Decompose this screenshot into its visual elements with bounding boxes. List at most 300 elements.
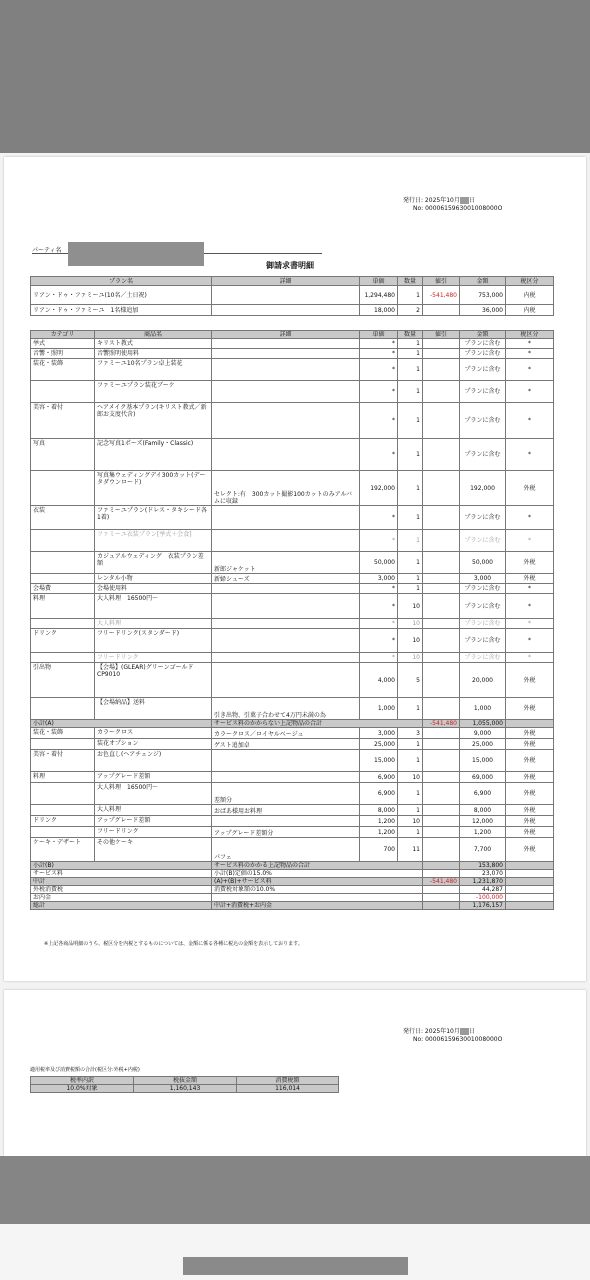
- table-cell: [31, 653, 95, 663]
- table-cell: [31, 827, 95, 838]
- table-cell: 700: [360, 838, 398, 862]
- table-cell: ファミーユプラン装花ブーケ: [95, 381, 212, 403]
- table-cell: パフェ: [212, 838, 360, 862]
- table-cell: *: [506, 629, 554, 653]
- table-cell: *: [360, 629, 398, 653]
- item-row: [31, 574, 554, 584]
- table-cell: [423, 902, 460, 910]
- tax-header-cell: 消費税額: [237, 1077, 339, 1085]
- table-cell: [31, 530, 95, 552]
- table-cell: [423, 381, 460, 403]
- table-cell: 1: [398, 783, 423, 805]
- table-cell: [423, 574, 460, 584]
- table-cell: [423, 728, 460, 739]
- table-cell: 1: [398, 339, 423, 349]
- table-cell: 7,700: [460, 838, 506, 862]
- item-row: [31, 838, 554, 862]
- table-cell: [423, 816, 460, 827]
- table-cell: *: [506, 359, 554, 381]
- table-cell: 50,000: [460, 552, 506, 574]
- table-cell: ファミーユ10名プラン卓上装花: [95, 359, 212, 381]
- table-cell: [212, 349, 360, 359]
- tax-summary-title: 適用税率及び消費税額の合計(税区分:外税+内税): [30, 1067, 140, 1073]
- table-cell: [212, 359, 360, 381]
- table-cell: 値引: [423, 277, 460, 286]
- table-cell: 1: [398, 381, 423, 403]
- item-row: [31, 698, 554, 720]
- table-cell: 小計(B): [31, 862, 212, 870]
- table-cell: プラン名: [31, 277, 212, 286]
- table-cell: レンタル小物: [95, 574, 212, 584]
- table-cell: プランに含む: [460, 381, 506, 403]
- plan-row: [31, 286, 554, 305]
- table-cell: 1,200: [360, 816, 398, 827]
- table-cell: [423, 530, 460, 552]
- table-cell: プランに含む: [460, 629, 506, 653]
- table-cell: *: [506, 619, 554, 629]
- table-cell: 大人料理 16500円〜: [95, 783, 212, 805]
- table-cell: ファミーユプラン(ドレス・タキシード各1着): [95, 506, 212, 530]
- table-cell: [423, 663, 460, 698]
- table-cell: [506, 878, 554, 886]
- table-cell: サービス料: [31, 870, 212, 878]
- table-cell: カテゴリ: [31, 331, 95, 339]
- table-cell: [212, 403, 360, 439]
- table-cell: *: [360, 439, 398, 471]
- table-cell: [212, 506, 360, 530]
- total-row: [31, 878, 554, 886]
- table-cell: [212, 584, 360, 594]
- item-row: [31, 339, 554, 349]
- table-cell: 大人料理: [95, 805, 212, 816]
- scroll-handle[interactable]: [183, 1257, 408, 1275]
- issue-date-2: 発行日: 2025年10月: [403, 1028, 460, 1035]
- table-cell: *: [360, 403, 398, 439]
- table-cell: [506, 894, 554, 902]
- table-cell: 6,900: [460, 783, 506, 805]
- table-cell: 2: [398, 305, 423, 316]
- table-cell: 金額: [460, 277, 506, 286]
- table-cell: [423, 870, 460, 878]
- table-cell: [423, 506, 460, 530]
- table-cell: 1,000: [460, 698, 506, 720]
- party-label: パーティ名: [32, 247, 62, 254]
- table-cell: [212, 894, 423, 902]
- table-cell: 1,055,000: [460, 720, 506, 728]
- table-cell: 753,000: [460, 286, 506, 305]
- table-cell: 単価: [360, 331, 398, 339]
- table-cell: [506, 902, 554, 910]
- table-cell: *: [360, 619, 398, 629]
- table-cell: [31, 574, 95, 584]
- table-cell: 値引: [423, 331, 460, 339]
- table-cell: 写真集ウェディングデイ300カット(データダウンロード): [95, 471, 212, 506]
- table-cell: プランに含む: [460, 506, 506, 530]
- table-cell: [31, 783, 95, 805]
- table-cell: 料理: [31, 594, 95, 619]
- table-cell: 差額分: [212, 783, 360, 805]
- table-cell: [423, 783, 460, 805]
- table-cell: 衣装: [31, 506, 95, 530]
- table-cell: *: [506, 594, 554, 619]
- redaction-block-2: [460, 1028, 469, 1035]
- table-cell: フリードリンク(スタンダード): [95, 629, 212, 653]
- table-cell: 税区分: [506, 277, 554, 286]
- item-row: [31, 827, 554, 838]
- table-cell: [423, 552, 460, 574]
- table-cell: アップグレード差額分: [212, 827, 360, 838]
- table-cell: 50,000: [360, 552, 398, 574]
- item-row: [31, 772, 554, 783]
- table-cell: [212, 381, 360, 403]
- table-cell: [212, 439, 360, 471]
- table-cell: プランに含む: [460, 339, 506, 349]
- table-cell: プランに含む: [460, 619, 506, 629]
- table-cell: 装花・装飾: [31, 728, 95, 739]
- table-cell: [423, 619, 460, 629]
- item-row: [31, 728, 554, 739]
- table-cell: ドリンク: [31, 816, 95, 827]
- table-cell: 内税: [506, 286, 554, 305]
- table-cell: ヘアメイク基本プラン(キリスト教式／新郎お支度代含): [95, 403, 212, 439]
- table-cell: *: [360, 530, 398, 552]
- table-cell: 会場使用料: [95, 584, 212, 594]
- table-cell: [31, 471, 95, 506]
- table-cell: 12,000: [460, 816, 506, 827]
- table-cell: 外税: [506, 552, 554, 574]
- table-cell: アップグレード差額: [95, 816, 212, 827]
- table-cell: 18,000: [360, 305, 398, 316]
- item-row: [31, 783, 554, 805]
- table-cell: 20,000: [460, 663, 506, 698]
- table-cell: 1: [398, 739, 423, 750]
- table-cell: 36,000: [460, 305, 506, 316]
- total-row: [31, 902, 554, 910]
- table-cell: *: [360, 584, 398, 594]
- table-cell: 1,176,157: [460, 902, 506, 910]
- table-cell: *: [506, 439, 554, 471]
- table-cell: キリスト教式: [95, 339, 212, 349]
- table-cell: ドリンク: [31, 629, 95, 653]
- table-cell: プランに含む: [460, 403, 506, 439]
- table-cell: ゲスト追加卓: [212, 739, 360, 750]
- issue-date-suffix-2: 日: [468, 1028, 475, 1035]
- table-cell: 8,000: [460, 805, 506, 816]
- item-row: [31, 403, 554, 439]
- tax-cell: 1,160,143: [134, 1085, 237, 1093]
- table-cell: [212, 663, 360, 698]
- table-cell: -541,480: [423, 286, 460, 305]
- plan-row: [31, 305, 554, 316]
- item-row: [31, 349, 554, 359]
- table-cell: -100,000: [460, 894, 506, 902]
- table-cell: [212, 286, 360, 305]
- table-cell: 1: [398, 698, 423, 720]
- table-cell: [423, 471, 460, 506]
- table-cell: カジュアルウェディング 衣装プラン差額: [95, 552, 212, 574]
- table-cell: プランに含む: [460, 439, 506, 471]
- table-cell: [31, 698, 95, 720]
- table-cell: [31, 381, 95, 403]
- document-title: 御請求書明細: [266, 261, 314, 270]
- table-cell: 3: [398, 728, 423, 739]
- table-cell: 新郎ジャケット: [212, 552, 360, 574]
- table-cell: カラークロス: [95, 728, 212, 739]
- item-row: [31, 629, 554, 653]
- table-cell: 44,287: [460, 886, 506, 894]
- table-cell: プランに含む: [460, 653, 506, 663]
- table-cell: プランに含む: [460, 359, 506, 381]
- table-cell: [423, 772, 460, 783]
- table-cell: *: [360, 339, 398, 349]
- table-cell: [423, 827, 460, 838]
- table-cell: *: [360, 506, 398, 530]
- table-cell: 10: [398, 594, 423, 619]
- table-cell: *: [360, 349, 398, 359]
- table-cell: 外税: [506, 739, 554, 750]
- table-cell: [31, 619, 95, 629]
- table-cell: 1: [398, 827, 423, 838]
- table-cell: [423, 594, 460, 619]
- table-cell: 新婦シューズ: [212, 574, 360, 584]
- table-cell: [212, 339, 360, 349]
- table-cell: [423, 739, 460, 750]
- subtotal-a-row: [31, 720, 554, 728]
- table-cell: 【会場納品】送料: [95, 698, 212, 720]
- table-cell: (A)+(B)+サービス料: [212, 878, 423, 886]
- table-cell: 音響・照明: [31, 349, 95, 359]
- item-row: [31, 805, 554, 816]
- total-row: [31, 886, 554, 894]
- table-cell: 6,900: [360, 783, 398, 805]
- table-cell: 1: [398, 403, 423, 439]
- table-cell: 総計: [31, 902, 212, 910]
- table-cell: [212, 653, 360, 663]
- item-row: [31, 439, 554, 471]
- table-cell: 数量: [398, 277, 423, 286]
- table-cell: 料理: [31, 772, 95, 783]
- table-cell: 10: [398, 816, 423, 827]
- item-row: [31, 471, 554, 506]
- table-cell: [31, 805, 95, 816]
- table-cell: [423, 349, 460, 359]
- table-cell: 数量: [398, 331, 423, 339]
- table-cell: *: [360, 653, 398, 663]
- table-cell: 中計+消費税+お内金: [212, 902, 423, 910]
- table-cell: 税区分: [506, 331, 554, 339]
- table-cell: [423, 838, 460, 862]
- table-cell: フリードリンク: [95, 827, 212, 838]
- table-cell: 25,000: [460, 739, 506, 750]
- invoice-page-2: [4, 990, 586, 1156]
- table-cell: *: [506, 506, 554, 530]
- table-cell: 192,000: [460, 471, 506, 506]
- table-cell: 3,000: [360, 728, 398, 739]
- item-row: [31, 530, 554, 552]
- table-cell: お色直し(ヘアチェンジ): [95, 750, 212, 772]
- table-cell: 1,000: [360, 698, 398, 720]
- table-cell: 1,200: [360, 827, 398, 838]
- item-row: [31, 653, 554, 663]
- table-cell: お内金: [31, 894, 212, 902]
- table-cell: [423, 584, 460, 594]
- table-cell: *: [506, 381, 554, 403]
- table-cell: ケーキ・デザート: [31, 838, 95, 862]
- table-cell: *: [360, 594, 398, 619]
- table-cell: 装花・装飾: [31, 359, 95, 381]
- table-cell: 外税: [506, 816, 554, 827]
- table-cell: 外税: [506, 827, 554, 838]
- total-row: [31, 894, 554, 902]
- table-cell: 単価: [360, 277, 398, 286]
- invoice-page-1: [4, 157, 586, 981]
- table-cell: 192,000: [360, 471, 398, 506]
- table-cell: [423, 339, 460, 349]
- tax-summary-table: [30, 1076, 339, 1093]
- table-cell: 1: [398, 439, 423, 471]
- table-cell: 中計: [31, 878, 212, 886]
- table-cell: [423, 805, 460, 816]
- item-row: [31, 584, 554, 594]
- issue-info-2: [403, 1028, 502, 1044]
- table-cell: 1: [398, 286, 423, 305]
- table-cell: 外税: [506, 574, 554, 584]
- table-cell: 1: [398, 471, 423, 506]
- table-cell: 消費税対象額の10.0%: [212, 886, 423, 894]
- tax-header-cell: 税抜金額: [134, 1077, 237, 1085]
- table-cell: [31, 552, 95, 574]
- table-cell: *: [506, 349, 554, 359]
- table-cell: 挙式: [31, 339, 95, 349]
- item-row: [31, 552, 554, 574]
- tax-header-row: [31, 1077, 339, 1085]
- table-cell: *: [506, 653, 554, 663]
- table-cell: [506, 720, 554, 728]
- table-cell: 装花オプション: [95, 739, 212, 750]
- table-cell: [423, 653, 460, 663]
- issue-info: [403, 197, 502, 213]
- table-cell: [423, 894, 460, 902]
- table-cell: 8,000: [360, 805, 398, 816]
- table-cell: 小計(A): [31, 720, 212, 728]
- table-cell: -541,480: [423, 878, 460, 886]
- table-cell: 9,000: [460, 728, 506, 739]
- table-cell: 外税: [506, 728, 554, 739]
- table-cell: [423, 886, 460, 894]
- table-cell: [212, 772, 360, 783]
- top-dark-bar: [0, 0, 590, 153]
- table-cell: 外税: [506, 750, 554, 772]
- item-row: [31, 594, 554, 619]
- table-cell: セレクト:有 300カット撮影100カットのみアルバムに収録: [212, 471, 360, 506]
- bottom-dark-bar: [0, 1156, 590, 1224]
- table-cell: *: [360, 359, 398, 381]
- tax-header-cell: 税率内訳: [31, 1077, 134, 1085]
- table-cell: サービス料のかかる上記物品の合計: [212, 862, 423, 870]
- plan-header-row: [31, 277, 554, 286]
- item-row: [31, 739, 554, 750]
- table-cell: 1: [398, 574, 423, 584]
- table-cell: [506, 870, 554, 878]
- table-cell: *: [360, 381, 398, 403]
- table-cell: [423, 359, 460, 381]
- table-cell: *: [506, 584, 554, 594]
- table-cell: 小計(B)定価の15.0%: [212, 870, 423, 878]
- table-cell: 4,000: [360, 663, 398, 698]
- table-cell: 外税: [506, 471, 554, 506]
- table-cell: 10: [398, 772, 423, 783]
- table-cell: 引き出物、引菓子合わせて4万円未満の為: [212, 698, 360, 720]
- item-row: [31, 816, 554, 827]
- table-cell: [423, 305, 460, 316]
- table-cell: 外税消費税: [31, 886, 212, 894]
- issue-date: 発行日: 2025年10月: [403, 197, 460, 204]
- table-cell: 【会場】(GLEAR)グリーンゴールドCP9010: [95, 663, 212, 698]
- table-cell: 大人料理: [95, 619, 212, 629]
- table-cell: [212, 750, 360, 772]
- table-cell: [423, 439, 460, 471]
- table-cell: 153,800: [460, 862, 506, 870]
- document-number: No: 0000615963001008000O: [413, 205, 503, 212]
- table-cell: 金額: [460, 331, 506, 339]
- table-cell: [423, 750, 460, 772]
- table-cell: 外税: [506, 698, 554, 720]
- table-cell: [423, 862, 460, 870]
- table-cell: [212, 530, 360, 552]
- plan-table: [30, 276, 554, 316]
- table-cell: [212, 816, 360, 827]
- table-cell: 内税: [506, 305, 554, 316]
- table-cell: 外税: [506, 838, 554, 862]
- table-cell: リアン・ドゥ・ファミーユ 1名様追加: [31, 305, 212, 316]
- table-cell: [423, 698, 460, 720]
- table-cell: [212, 619, 360, 629]
- table-cell: 写真: [31, 439, 95, 471]
- table-cell: 25,000: [360, 739, 398, 750]
- table-cell: フリードリンク: [95, 653, 212, 663]
- table-cell: 10: [398, 653, 423, 663]
- table-cell: 1: [398, 552, 423, 574]
- table-cell: プランに含む: [460, 349, 506, 359]
- table-cell: リアン・ドゥ・ファミーユ(10名／土日祝): [31, 286, 212, 305]
- item-row: [31, 750, 554, 772]
- table-cell: 3,000: [460, 574, 506, 584]
- table-cell: 1,200: [460, 827, 506, 838]
- item-row: [31, 381, 554, 403]
- table-cell: [212, 594, 360, 619]
- table-cell: 5: [398, 663, 423, 698]
- items-header-row: [31, 331, 554, 339]
- table-cell: 美容・着付: [31, 750, 95, 772]
- table-cell: 記念写真1ポーズ(Family・Classic): [95, 439, 212, 471]
- table-cell: 1: [398, 584, 423, 594]
- table-cell: 23,070: [460, 870, 506, 878]
- issue-date-suffix: 日: [468, 197, 475, 204]
- table-cell: [423, 629, 460, 653]
- table-cell: [31, 739, 95, 750]
- table-cell: 外税: [506, 783, 554, 805]
- table-cell: カラークロス／ロイヤルベージュ: [212, 728, 360, 739]
- table-cell: 詳細: [212, 331, 360, 339]
- table-cell: 1: [398, 506, 423, 530]
- tax-cell: 116,014: [237, 1085, 339, 1093]
- table-cell: 1: [398, 805, 423, 816]
- table-cell: 1,231,870: [460, 878, 506, 886]
- table-cell: 10: [398, 619, 423, 629]
- table-cell: 商品名: [95, 331, 212, 339]
- table-cell: 会場費: [31, 584, 95, 594]
- table-cell: *: [506, 339, 554, 349]
